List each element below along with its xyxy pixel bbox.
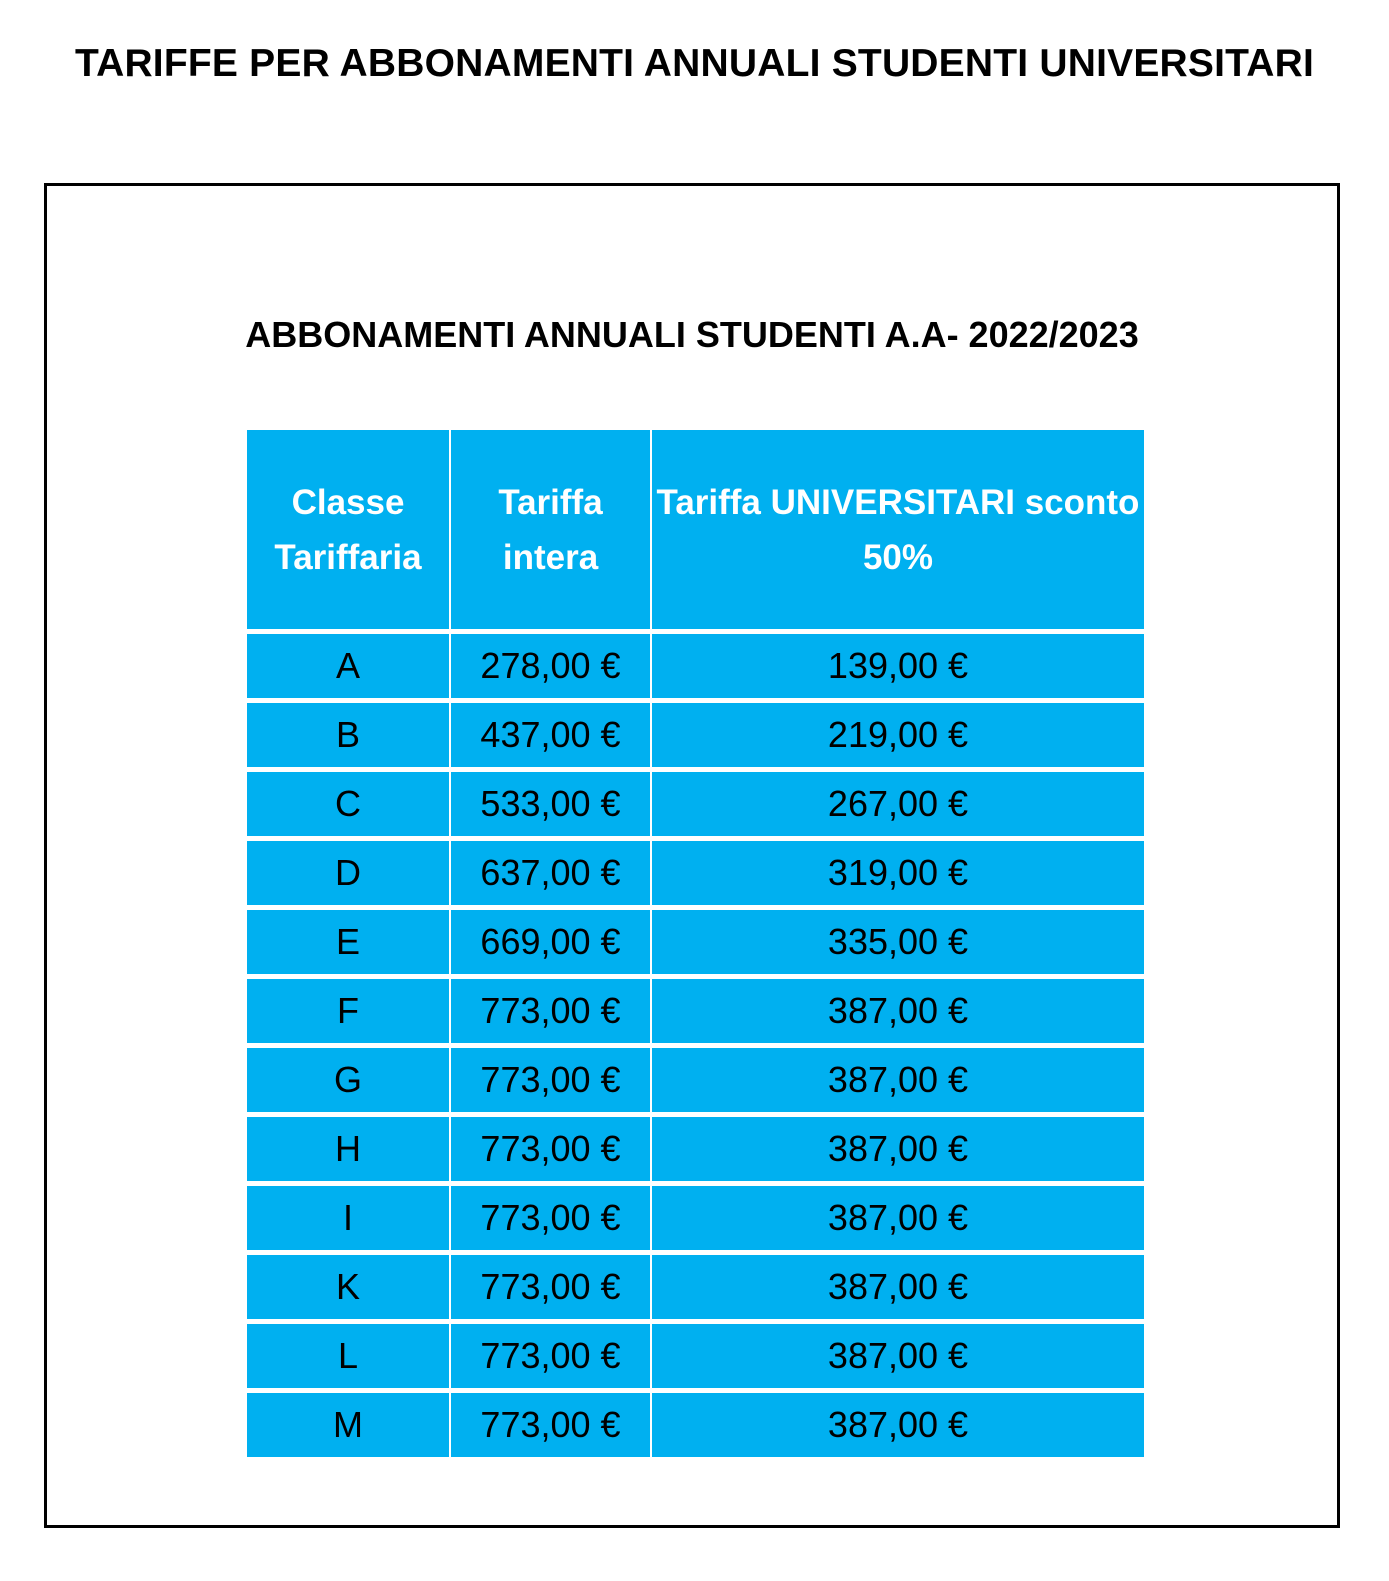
cell-classe: I [247, 1186, 449, 1250]
cell-classe: L [247, 1324, 449, 1388]
cell-tariffa-intera: 773,00 € [451, 1324, 650, 1388]
header-tariffa-intera: Tariffa intera [451, 430, 650, 629]
cell-tariffa-intera: 773,00 € [451, 1255, 650, 1319]
cell-tariffa-intera: 773,00 € [451, 1117, 650, 1181]
cell-tariffa-universitari: 139,00 € [652, 634, 1144, 698]
cell-tariffa-intera: 669,00 € [451, 910, 650, 974]
cell-tariffa-intera: 637,00 € [451, 841, 650, 905]
fare-table [247, 430, 1144, 1457]
cell-tariffa-intera: 773,00 € [451, 1186, 650, 1250]
cell-classe: B [247, 703, 449, 767]
cell-classe: M [247, 1393, 449, 1457]
cell-classe: D [247, 841, 449, 905]
cell-tariffa-intera: 278,00 € [451, 634, 650, 698]
cell-classe: G [247, 1048, 449, 1112]
cell-tariffa-intera: 773,00 € [451, 979, 650, 1043]
header-classe-tariffaria: Classe Tariffaria [247, 430, 449, 629]
cell-classe: C [247, 772, 449, 836]
cell-classe: A [247, 634, 449, 698]
cell-tariffa-universitari: 267,00 € [652, 772, 1144, 836]
cell-tariffa-intera: 533,00 € [451, 772, 650, 836]
cell-classe: H [247, 1117, 449, 1181]
cell-tariffa-universitari: 387,00 € [652, 979, 1144, 1043]
table-frame [44, 183, 1340, 1528]
cell-tariffa-universitari: 387,00 € [652, 1186, 1144, 1250]
cell-classe: K [247, 1255, 449, 1319]
cell-tariffa-universitari: 387,00 € [652, 1048, 1144, 1112]
cell-tariffa-universitari: 219,00 € [652, 703, 1144, 767]
cell-tariffa-universitari: 319,00 € [652, 841, 1144, 905]
cell-tariffa-universitari: 387,00 € [652, 1324, 1144, 1388]
table-title: ABBONAMENTI ANNUALI STUDENTI A.A- 2022/2023 [245, 314, 1139, 355]
page-title: TARIFFE PER ABBONAMENTI ANNUALI STUDENTI UNIVERSITARI [74, 42, 1315, 85]
cell-classe: F [247, 979, 449, 1043]
cell-tariffa-intera: 773,00 € [451, 1393, 650, 1457]
cell-tariffa-intera: 437,00 € [451, 703, 650, 767]
cell-tariffa-universitari: 387,00 € [652, 1255, 1144, 1319]
cell-tariffa-universitari: 387,00 € [652, 1393, 1144, 1457]
cell-tariffa-intera: 773,00 € [451, 1048, 650, 1112]
cell-tariffa-universitari: 387,00 € [652, 1117, 1144, 1181]
header-tariffa-universitari: Tariffa UNIVERSITARI sconto 50% [652, 430, 1144, 629]
cell-tariffa-universitari: 335,00 € [652, 910, 1144, 974]
cell-classe: E [247, 910, 449, 974]
